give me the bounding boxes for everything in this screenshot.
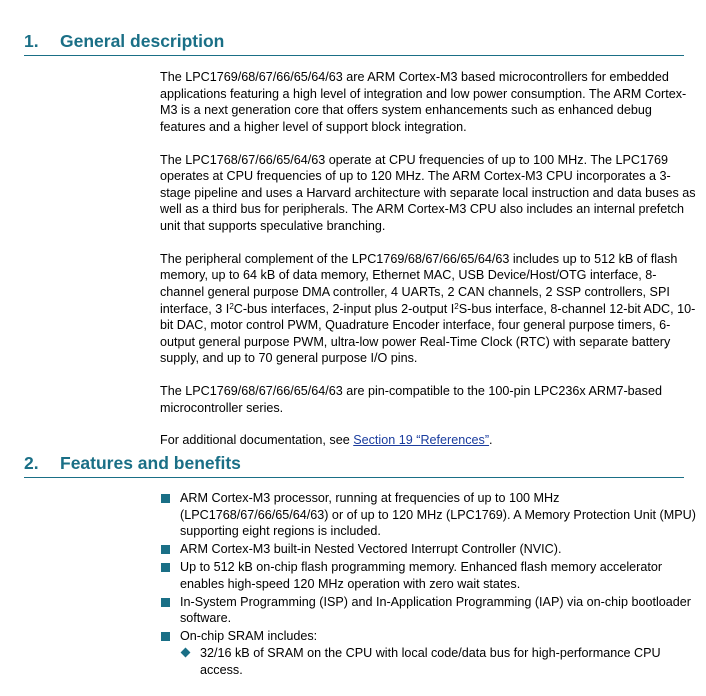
list-item [160,490,700,540]
text-run: S-bus interface, 8-channel 12-bit ADC, 10-bit DAC, motor control PWM, Quadrature Encoder interface, four general purpose timers, 6-output general purpose PWM, ultra-low power Real-Time Clock (RTC) with separate battery supply, and up to 70 general purpose I/O pins. [160,301,696,366]
square-bullet-icon [161,563,170,572]
feature-list [160,490,700,679]
section-features-and-benefits [24,452,684,478]
text-run: C-bus interfaces, 2-input plus 2-output I [233,301,455,316]
superscript: 2 [454,301,459,311]
paragraph [160,432,700,449]
list-item-text: ARM Cortex-M3 processor, running at frequencies of up to 100 MHz (LPC1768/67/66/65/64/63) or of up to 120 MHz (LPC1769). A Memory Protection Unit (MPU) supporting eight regions is included. [180,491,696,539]
list-item [160,628,700,678]
section-title: General description [60,31,225,51]
sub-list [180,645,700,678]
paragraph [160,251,700,367]
text-run: The peripheral complement of the LPC1769/68/67/66/65/64/63 includes up to 512 kB of flash memory, up to 64 kB of data memory, Ethernet MAC, USB Device/Host/OTG interface, 8-channel general purpose DMA controller, 4 UARTs, 2 CAN channels, 2 SSP controllers, SPI interface, 3 I [160,251,678,316]
paragraph: The LPC1769/68/67/66/65/64/63 are ARM Cortex-M3 based microcontrollers for embedded applications featuring a high level of integration and low power consumption. The ARM Cortex-M3 is a next generation core that offers system enhancements such as enhanced debug features and a higher level of support block integration. [160,70,687,134]
text-run: For additional documentation, see [160,433,354,448]
list-item-text: Up to 512 kB on-chip flash programming memory. Enhanced flash memory accelerator enables high-speed 120 MHz operation with zero wait states. [180,560,663,591]
section-number: 1. [24,31,39,51]
section-number: 2. [24,453,39,473]
sub-list-item [180,645,700,678]
square-bullet-icon [161,545,170,554]
diamond-bullet-icon [181,647,191,657]
general-description-body [160,69,700,465]
list-item-text: ARM Cortex-M3 built-in Nested Vectored Interrupt Controller (NVIC). [180,542,562,557]
list-item [160,594,700,627]
list-item [160,541,700,558]
list-item [160,559,700,592]
list-item-text: On-chip SRAM includes: [180,629,318,644]
references-link[interactable]: Section 19 “References” [353,433,490,448]
superscript: 2 [229,301,234,311]
section-heading [24,452,684,478]
section-heading [24,30,684,56]
text-run: . [489,433,493,448]
square-bullet-icon [161,598,170,607]
square-bullet-icon [161,632,170,641]
paragraph: The LPC1768/67/66/65/64/63 operate at CPU frequencies of up to 100 MHz. The LPC1769 operates at CPU frequencies of up to 120 MHz. The ARM Cortex-M3 CPU incorporates a 3-stage pipeline and uses a Harvard architecture with separate local instruction and data buses as well as a third bus for peripherals. The ARM Cortex-M3 CPU also includes an internal prefetch unit that supports speculative branching. [160,152,696,233]
section-title: Features and benefits [60,453,241,473]
square-bullet-icon [161,494,170,503]
sub-list-item-text: 32/16 kB of SRAM on the CPU with local code/data bus for high-performance CPU access. [200,645,661,677]
list-item-text: In-System Programming (ISP) and In-Application Programming (IAP) via on-chip bootloader software. [180,594,691,626]
section-general-description [24,30,684,56]
paragraph: The LPC1769/68/67/66/65/64/63 are pin-compatible to the 100-pin LPC236x ARM7-based microcontroller series. [160,384,662,415]
